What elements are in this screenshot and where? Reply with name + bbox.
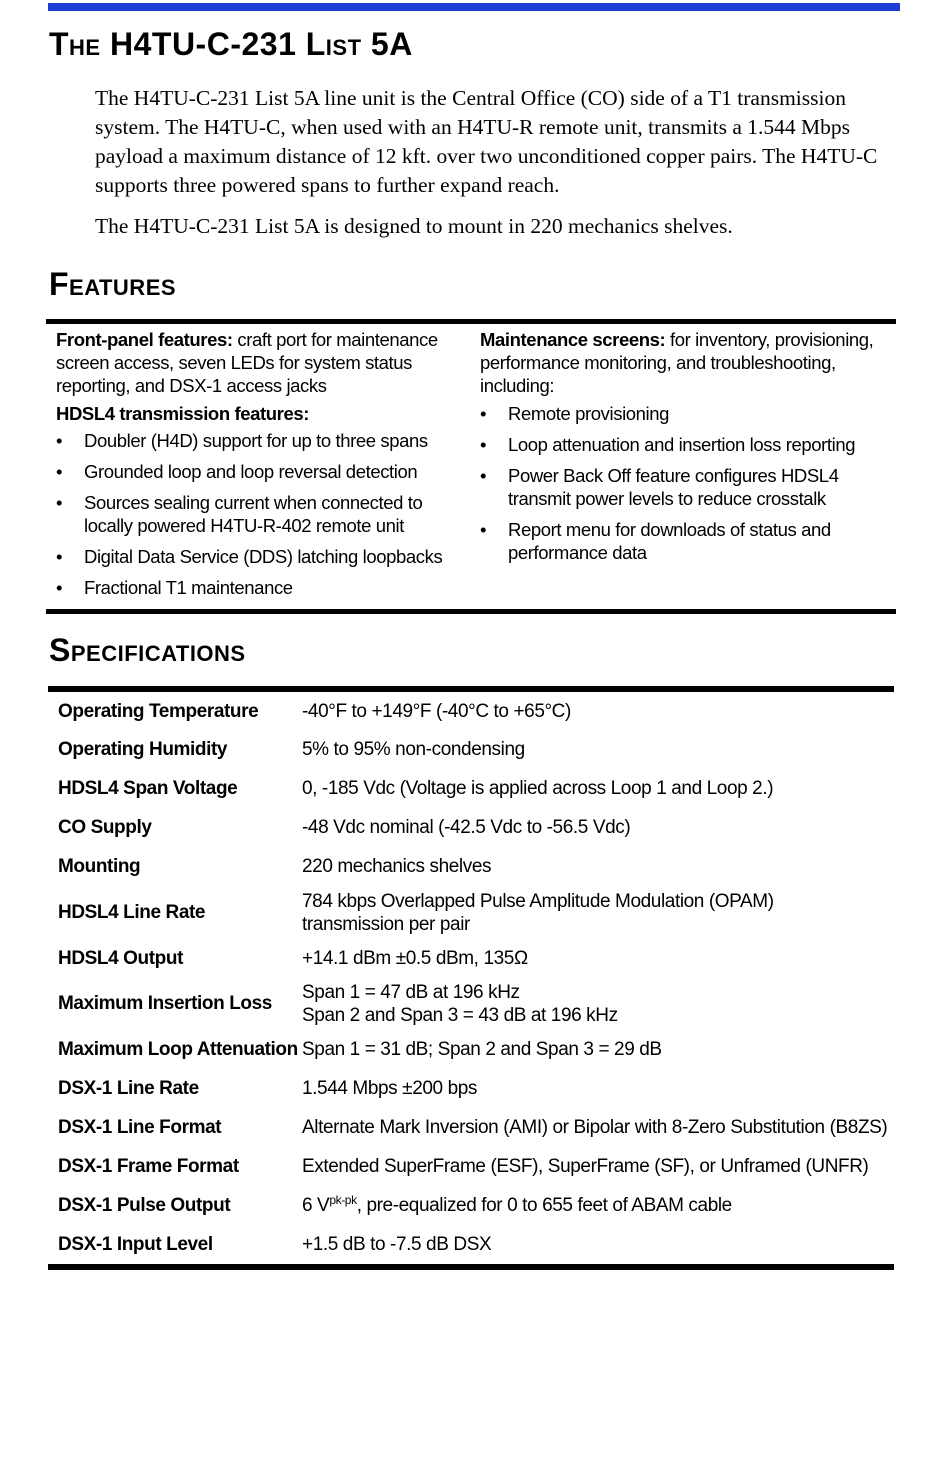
spec-label: Operating Temperature (58, 700, 259, 722)
features-right-column (480, 328, 892, 572)
spec-value: 5% to 95% non-condensing (302, 739, 525, 760)
hdsl4-features-label: HDSL4 transmission features: (56, 403, 310, 424)
bullet-icon: • (56, 430, 63, 451)
spec-value: 784 kbps Overlapped Pulse Amplitude Modulation (OPAM) transmission per pair (302, 890, 774, 935)
superscript: pk-pk (329, 1193, 357, 1207)
intro-paragraph: The H4TU-C-231 List 5A is designed to mount in 220 mechanics shelves. (95, 214, 733, 238)
list-item: • Sources sealing current when connected to locally powered H4TU-R-402 remote unit (56, 492, 423, 536)
front-panel-label: Front-panel features: (56, 329, 233, 350)
spec-value: Span 1 = 31 dB; Span 2 and Span 3 = 29 dB (302, 1039, 662, 1060)
table-row (48, 1069, 894, 1108)
features-box (46, 319, 896, 614)
spec-value: Extended SuperFrame (ESF), SuperFrame (SF), or Unframed (UNFR) (302, 1156, 869, 1177)
spec-label: DSX-1 Pulse Output (58, 1195, 231, 1216)
list-item: • Fractional T1 maintenance (56, 577, 293, 598)
spec-value: -48 Vdc nominal (-42.5 Vdc to -56.5 Vdc) (302, 817, 631, 838)
front-panel-features (56, 328, 468, 397)
page-title: The H4TU-C-231 List 5A (49, 26, 413, 62)
spec-value: Alternate Mark Inversion (AMI) or Bipolar with 8-Zero Substitution (B8ZS) (302, 1117, 888, 1138)
spec-value: +1.5 dB to -7.5 dB DSX (302, 1234, 492, 1255)
list-item: • Doubler (H4D) support for up to three spans (56, 430, 428, 451)
spec-value: +14.1 dBm ±0.5 dBm, 135Ω (302, 947, 528, 969)
maintenance-screens (480, 328, 892, 397)
spec-label: HDSL4 Output (58, 947, 184, 969)
table-row (48, 977, 894, 1030)
spec-label: Mounting (58, 856, 141, 877)
front-panel-text: craft port for maintenance screen access, seven LEDs for system status reporting, and DSX-1 access jacks (56, 329, 438, 396)
table-row (48, 886, 894, 939)
list-item: • Loop attenuation and insertion loss reporting (480, 434, 856, 455)
header-accent-bar (48, 3, 900, 11)
bullet-icon: • (480, 465, 487, 486)
table-row (48, 730, 894, 769)
spec-value: Span 1 = 47 dB at 196 kHz Span 2 and Span 3 = 43 dB at 196 kHz (302, 981, 618, 1026)
intro-text (95, 84, 900, 253)
spec-value: 0, -185 Vdc (Voltage is applied across Loop 1 and Loop 2.) (302, 778, 774, 799)
bullet-icon: • (56, 492, 63, 513)
spec-label: CO Supply (58, 817, 152, 838)
table-row (48, 1147, 894, 1186)
features-heading: Features (49, 266, 177, 302)
bullet-icon: • (480, 403, 487, 424)
spec-label: Maximum Loop Attenuation (58, 1039, 298, 1060)
spec-label: DSX-1 Line Format (58, 1117, 222, 1138)
features-left-column (56, 328, 468, 607)
table-row (48, 769, 894, 808)
spec-label: Operating Humidity (58, 739, 228, 760)
bullet-icon: • (480, 434, 487, 455)
table-row (48, 1108, 894, 1147)
spec-value: 1.544 Mbps ±200 bps (302, 1078, 478, 1099)
list-item: • Report menu for downloads of status and performance data (480, 519, 831, 563)
bullet-icon: • (56, 461, 63, 482)
spec-label: Maximum Insertion Loss (58, 993, 272, 1014)
spec-label: DSX-1 Line Rate (58, 1078, 199, 1099)
specifications-table (48, 686, 894, 1270)
table-row (48, 808, 894, 847)
maintenance-text: for inventory, provisioning, performance monitoring, and troubleshooting, including: (480, 329, 874, 396)
spec-label: DSX-1 Input Level (58, 1234, 213, 1255)
table-row (48, 692, 894, 730)
specifications-heading: Specifications (49, 632, 246, 668)
list-item: • Digital Data Service (DDS) latching loopbacks (56, 546, 443, 567)
spec-label: HDSL4 Span Voltage (58, 778, 238, 799)
maintenance-label: Maintenance screens: (480, 329, 666, 350)
maintenance-feature-list (480, 402, 892, 564)
table-row (48, 1225, 894, 1264)
list-item: • Remote provisioning (480, 403, 670, 424)
table-row (48, 1030, 894, 1069)
spec-value: -40°F to +149°F (-40°C to +65°C) (302, 700, 571, 722)
table-row (48, 939, 894, 977)
table-row (48, 847, 894, 886)
hdsl4-feature-list (56, 429, 468, 599)
bullet-icon: • (56, 546, 63, 567)
spec-value: 6 $V^{pk-pk}$, pre-equalized for 0 to 655 feet of ABAM cable (302, 1193, 732, 1216)
bullet-icon: • (480, 519, 487, 540)
table-row (48, 1186, 894, 1225)
spec-label: DSX-1 Frame Format (58, 1156, 239, 1177)
bullet-icon: • (56, 577, 63, 598)
spec-label: HDSL4 Line Rate (58, 902, 206, 923)
list-item: • Grounded loop and loop reversal detection (56, 461, 418, 482)
list-item: • Power Back Off feature configures HDSL4 transmit power levels to reduce crosstalk (480, 465, 839, 509)
spec-value: 220 mechanics shelves (302, 856, 492, 877)
intro-paragraph: The H4TU-C-231 List 5A line unit is the Central Office (CO) side of a T1 transmission system. The H4TU-C, when used with an H4TU-R remote unit, transmits a 1.544 Mbps payload a maximum distance of 12 kft. over two unconditioned copper pairs. The H4TU-C supports three powered spans to further expand reach. (95, 86, 878, 197)
